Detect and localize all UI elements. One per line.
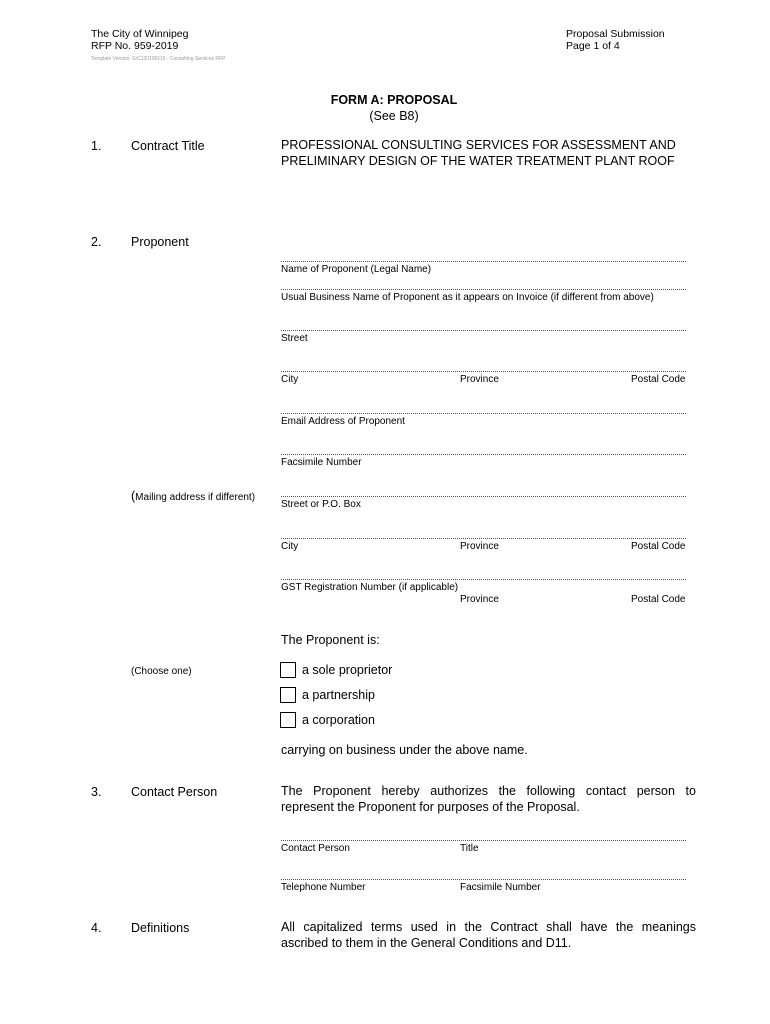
- contract-title-line1: PROFESSIONAL CONSULTING SERVICES FOR ASSESSMENT AND: [281, 138, 676, 152]
- contact-person-text-line1: The Proponent hereby authorizes the following contact person to: [281, 784, 696, 798]
- header-page-number: Page 1 of 4: [566, 40, 620, 52]
- proponent-is-label: The Proponent is:: [281, 633, 380, 647]
- section-2-number: 2.: [91, 235, 102, 249]
- street-label: Street: [281, 333, 308, 344]
- gst-field[interactable]: [281, 579, 686, 580]
- street-po-field[interactable]: [281, 496, 686, 497]
- province-label: Province: [460, 374, 499, 385]
- street-po-label: Street or P.O. Box: [281, 499, 361, 510]
- form-subtitle: (See B8): [369, 109, 419, 123]
- definitions-text-line2: ascribed to them in the General Conditions and D11.: [281, 936, 572, 950]
- contact-person-text-line2: represent the Proponent for purposes of the Proposal.: [281, 800, 580, 814]
- province-3-label: Province: [460, 594, 499, 605]
- name-legal-label: Name of Proponent (Legal Name): [281, 264, 432, 275]
- header-city: The City of Winnipeg: [91, 28, 189, 40]
- city-province-postal-2-field[interactable]: [281, 538, 686, 539]
- section-3-label: Contact Person: [131, 785, 218, 799]
- usual-name-field[interactable]: [281, 289, 686, 290]
- sole-proprietor-label: a sole proprietor: [302, 663, 393, 677]
- fax-2-label: Facsimile Number: [460, 882, 541, 893]
- definitions-text-line1: All capitalized terms used in the Contract shall have the meanings: [281, 920, 696, 934]
- postal-code-3-label: Postal Code: [631, 594, 686, 605]
- corporation-checkbox[interactable]: [280, 712, 296, 728]
- email-label: Email Address of Proponent: [281, 416, 405, 427]
- fax-field[interactable]: [281, 454, 686, 455]
- fax-label: Facsimile Number: [281, 457, 362, 468]
- corporation-label: a corporation: [302, 713, 375, 727]
- telephone-label: Telephone Number: [281, 882, 366, 893]
- email-field[interactable]: [281, 413, 686, 414]
- usual-name-label: Usual Business Name of Proponent as it appears on Invoice (if different from above): [281, 292, 654, 303]
- city-province-postal-field[interactable]: [281, 371, 686, 372]
- section-2-label: Proponent: [131, 235, 189, 249]
- city-label: City: [281, 374, 299, 385]
- header-proposal-submission: Proposal Submission: [566, 28, 665, 40]
- choose-one-label: (Choose one): [131, 666, 192, 677]
- street-field[interactable]: [281, 330, 686, 331]
- postal-code-2-label: Postal Code: [631, 541, 686, 552]
- postal-code-label: Postal Code: [631, 374, 686, 385]
- name-legal-field[interactable]: [281, 261, 686, 262]
- section-4-number: 4.: [91, 921, 102, 935]
- mailing-address-label: (Mailing address if different): [131, 489, 256, 503]
- form-title: FORM A: PROPOSAL: [330, 93, 458, 107]
- city-2-label: City: [281, 541, 299, 552]
- province-2-label: Province: [460, 541, 499, 552]
- sole-proprietor-checkbox[interactable]: [280, 662, 296, 678]
- partnership-label: a partnership: [302, 688, 375, 702]
- contact-title-field[interactable]: [281, 840, 686, 841]
- title-label: Title: [460, 843, 479, 854]
- gst-label: GST Registration Number (if applicable): [281, 582, 459, 593]
- partnership-checkbox[interactable]: [280, 687, 296, 703]
- contract-title-line2: PRELIMINARY DESIGN OF THE WATER TREATMENT PLANT ROOF: [281, 154, 675, 168]
- telephone-fax-field[interactable]: [281, 879, 686, 880]
- section-4-label: Definitions: [131, 921, 190, 935]
- section-3-number: 3.: [91, 785, 102, 799]
- carrying-on-business-text: carrying on business under the above name.: [281, 743, 528, 757]
- header-rfp-number: RFP No. 959-2019: [91, 40, 179, 52]
- section-1-label: Contract Title: [131, 139, 205, 153]
- contact-person-label: Contact Person: [281, 843, 350, 854]
- header-template-version: Template Version: SrC120190115 - Consulting Services RFP: [91, 56, 226, 62]
- section-1-number: 1.: [91, 139, 102, 153]
